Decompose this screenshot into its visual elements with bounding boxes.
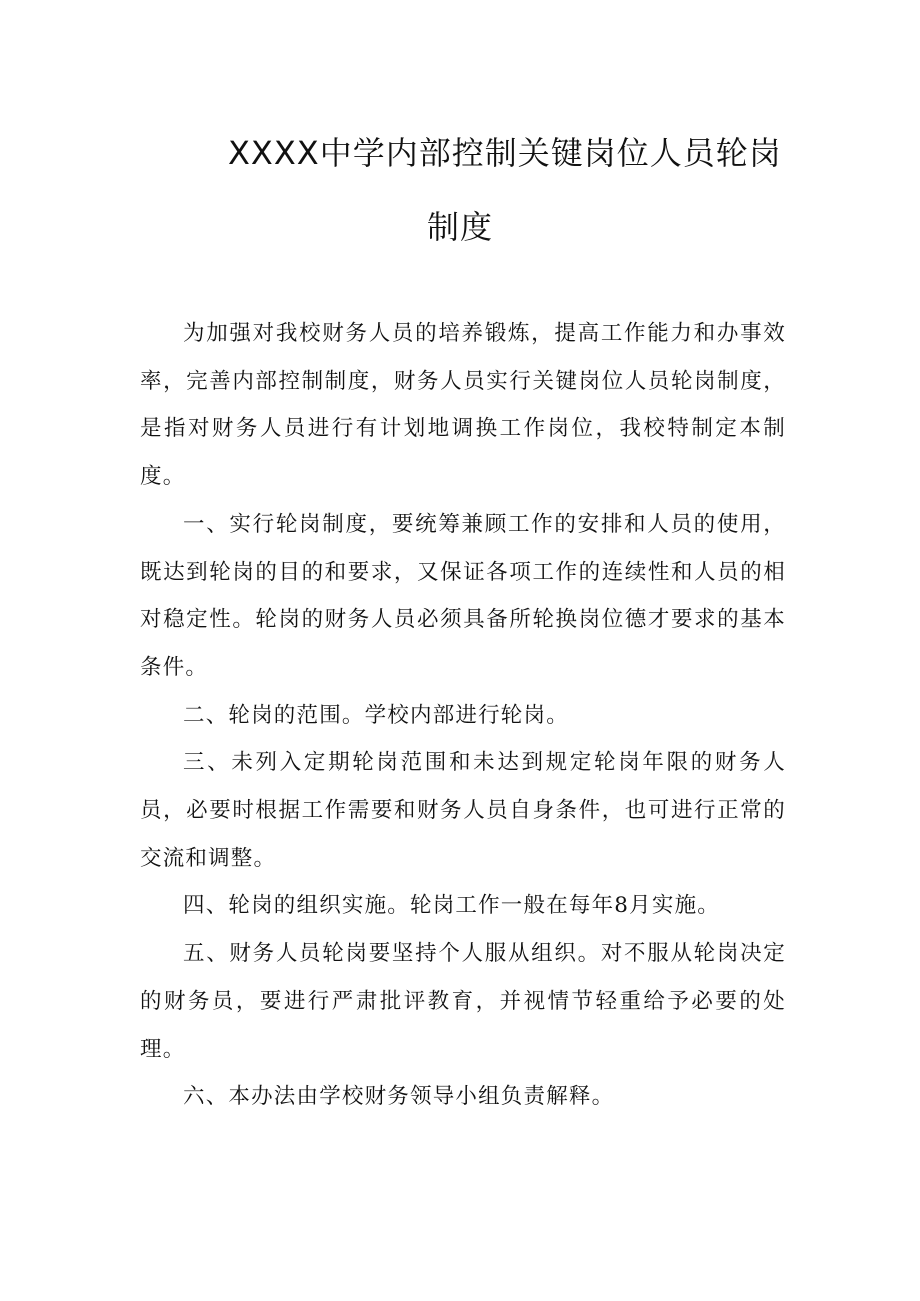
paragraph-intro: 为加强对我校财务人员的培养锻炼，提高工作能力和办事效率，完善内部控制制度，财务人员实行关键岗位人员轮岗制度，是指对财务人员进行有计划地调换工作岗位，我校特制定本制度。: [140, 321, 786, 490]
paragraph-item-2: 二、轮岗的范围。学校内部进行轮岗。: [183, 702, 569, 728]
document-body: [140, 310, 786, 1121]
document-title-line-1: XXXX中学内部控制关键岗位人员轮岗: [228, 134, 782, 172]
paragraph-item-5: 五、财务人员轮岗要坚持个人服从组织。对不服从轮岗决定的财务员，要进行严肃批评教育，并视情节轻重给予必要的处理。: [140, 941, 786, 1062]
document-title-line-2: 制度: [426, 208, 493, 246]
paragraph-item-6: 六、本办法由学校财务领导小组负责解释。: [183, 1084, 615, 1110]
paragraph-item-3: 三、未列入定期轮岗范围和未达到规定轮岗年限的财务人员，必要时根据工作需要和财务人员自身条件，也可进行正常的交流和调整。: [140, 750, 786, 871]
paragraph-item-1: 一、实行轮岗制度，要统筹兼顾工作的安排和人员的使用，既达到轮岗的目的和要求，又保证各项工作的连续性和人员的相对稳定性。轮岗的财务人员必须具备所轮换岗位德才要求的基本条件。: [140, 511, 786, 680]
paragraph-item-4: 四、轮岗的组织实施。轮岗工作一般在每年8月实施。: [183, 893, 720, 919]
